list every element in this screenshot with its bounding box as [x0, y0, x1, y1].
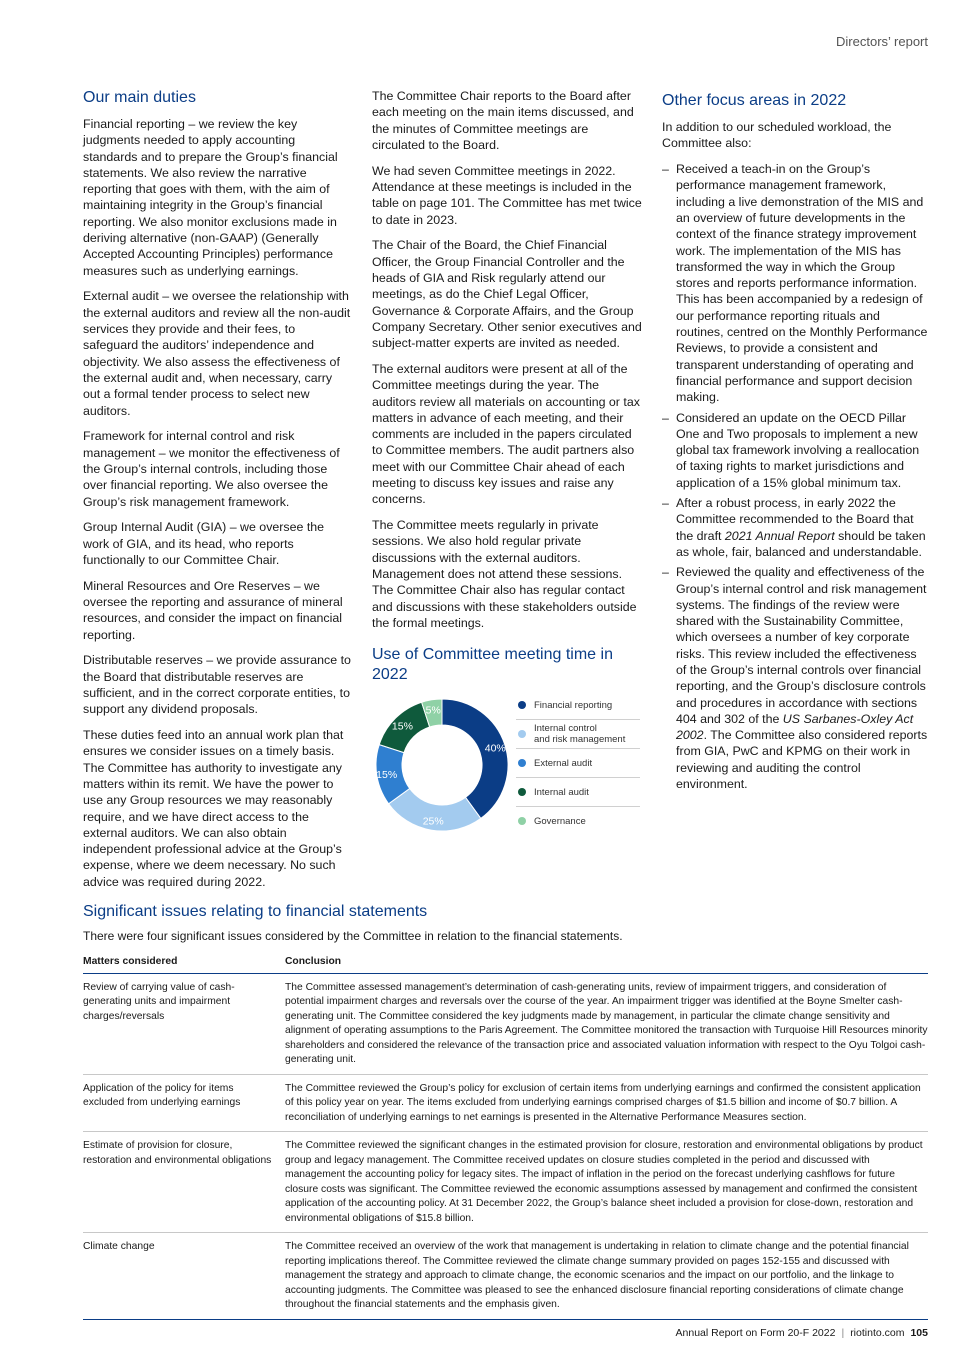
- paragraph: The Committee Chair reports to the Board after each meeting on the main items discussed, and the minutes of Committee meetings are circulated to the Board.: [372, 89, 634, 152]
- other-focus-title: Other focus areas in 2022: [662, 92, 847, 109]
- list-item: – Considered an update on the OECD Pillar One and Two proposals to implement a new global tax framework involving a reallocation of taxing rights to market jurisdictions and application of a 15% global minimum tax.: [662, 410, 930, 491]
- legend-label: Governance: [534, 815, 586, 827]
- item-emphasis: 2021 Annual Report: [724, 528, 835, 543]
- significant-issues-intro: There were four significant issues considered by the Committee in relation to the financial statements.: [83, 929, 623, 943]
- matter-cell: Climate change: [83, 1233, 285, 1320]
- paragraph: We had seven Committee meetings in 2022. Attendance at these meetings is included in the table on page 101. The Committee has met twice to date in 2023.: [372, 163, 642, 227]
- item-text: . The Committee also considered reports from GIA, PwC and KPMG on their work in reviewing and auditing the control environment.: [676, 728, 928, 792]
- meeting-time-chart: [372, 691, 642, 841]
- page-footer: Annual Report on Form 20-F 2022 | riotinto.com 105: [675, 1327, 928, 1339]
- significant-issues-section: [83, 902, 928, 1320]
- slice-label-2: 15%: [376, 768, 398, 781]
- significant-issues-table: [83, 951, 928, 1320]
- legend-item: [516, 720, 640, 749]
- committee-column: [372, 88, 642, 841]
- list-item: [662, 495, 930, 560]
- table-row: [83, 1233, 928, 1320]
- legend-label: External audit: [534, 757, 593, 769]
- item-emphasis: US Sarbanes-Oxley Act 2002: [676, 711, 914, 743]
- matter-cell: Estimate of provision for closure, restoration and environmental obligations: [83, 1132, 285, 1233]
- other-focus-column: [662, 88, 930, 796]
- conclusion-cell: The Committee assessed management’s determination of cash-generating units, review of impairment triggers, and consideration of potential impairment charges and reversals over the course of the year. An impairment trigger was identified at the Boyne Smelter cash-generating unit. The Committee considered the key judgments made by management, in particular the climate change sensitivity and alignment of operating assumptions to the Paris Agreement. The Committee monitored the transaction with Turquoise Hill Resources minority shareholders and considered the relevance of the transaction price and associated valuation information with respect to the Oyu Tolgoi cash-generating unit.: [285, 973, 928, 1074]
- slice-label-1: 25%: [422, 815, 444, 828]
- table-row: [83, 973, 928, 1074]
- paragraph: Distributable reserves – we provide assurance to the Board that distributable reserves are sufficient, and in the correct corporate entities, to support any dividend proposals.: [83, 653, 351, 717]
- slice-label-4: 5%: [425, 704, 441, 717]
- legend-item: [516, 749, 640, 778]
- paragraph: The Chair of the Board, the Chief Financial Officer, the Group Financial Controller and the heads of GIA and Risk regularly attend our meetings, as do the Chief Legal Officer, Governance & Corporate Affairs, and the Group Company Secretary. Other senior executives and subject-matter experts are invited as needed.: [372, 238, 642, 351]
- report-title: Annual Report on Form 20-F 2022: [675, 1327, 836, 1339]
- section-label: Directors’ report: [836, 34, 928, 49]
- website-link[interactable]: riotinto.com: [850, 1327, 905, 1339]
- item-text: should be taken as whole, fair, balanced and understandable.: [676, 528, 926, 559]
- paragraph: Mineral Resources and Ore Reserves – we oversee the reporting and assurance of mineral resources, and consider the impact on financial reporting.: [83, 578, 343, 642]
- legend-swatch: [518, 788, 526, 796]
- donut-chart: [372, 695, 512, 835]
- matter-cell: Review of carrying value of cash-generating units and impairment charges/reversals: [83, 973, 285, 1074]
- legend-swatch: [518, 817, 526, 825]
- item-text: Reviewed the quality and effectiveness of the Group’s internal control and risk management systems. The findings of the review were shared with the Sustainability Committee, which oversees a number of key corporate risks. This review included the effectiveness of the Group’s internal controls over financial reporting, and the Group’s disclosure controls and procedures in accordance with sections 404 and 302 of the: [676, 565, 927, 726]
- slice-label-3: 15%: [391, 720, 413, 733]
- item-text: After a robust process, in early 2022 the Committee recommended to the Board that the draft: [676, 496, 914, 543]
- paragraph: Group Internal Audit (GIA) – we oversee the work of GIA, and its head, who reports functionally to our Committee Chair.: [83, 520, 325, 567]
- other-focus-intro: In addition to our scheduled workload, the Committee also:: [662, 120, 892, 151]
- conclusion-cell: The Committee received an overview of the work that management is undertaking in relation to climate change and the potential financial reporting implications thereof. The Committee reviewed the climate change summary provided on pages 152-155 and discussed with management the strategy and approach to climate change, the economic scenarios and the impact on our portfolio, and the linkage to accounting judgments. The Committee was pleased to see the enhanced disclosure financial reporting considerations of climate change throughout the financial statements and the emphasis given.: [285, 1233, 928, 1320]
- paragraph: Financial reporting – we review the key judgments needed to apply accounting standards and to prepare the Group’s financial statements. We also review the narrative reporting that goes with them, with the aim of maintaining integrity in the Group’s financial reporting. We also monitor exclusions made in deriving alternative (non-GAAP) (Generally Accepted Accounting Principles) performance measures such as underlying earnings.: [83, 117, 338, 278]
- slice-label-0: 40%: [484, 742, 506, 755]
- paragraph: The Committee meets regularly in private sessions. We also hold regular private discussions with the external auditors. Management does not attend these sessions. The Committee Chair also has regular contact and discussions with these stakeholders outside the formal meetings.: [372, 518, 637, 630]
- column-header-matters: Matters considered: [83, 951, 285, 973]
- legend-label: Internal audit: [534, 786, 589, 798]
- focus-list: [662, 161, 930, 792]
- legend-label: Financial reporting: [534, 699, 613, 711]
- chart-title: Use of Committee meeting time in 2022: [372, 646, 613, 684]
- list-item: – Received a teach-in on the Group’s performance management framework, including a live demonstration of the MIS and an overview of future developments in the context of the finance strategy improvement work. The implementation of the MIS has transformed the way in which the Group stores and reports performance information. This has been accompanied by a redesign of our performance reporting rituals and routines, centred on the Monthly Performance Reviews, to provide a consistent and transparent understanding of operating and financial performance and support decision making.: [662, 161, 930, 405]
- paragraph: Framework for internal control and risk management – we monitor the effectiveness of the Group’s internal controls, including those over financial reporting. We also oversee the Group’s risk management framework.: [83, 429, 340, 509]
- main-duties-column: [83, 88, 351, 900]
- legend-swatch: [518, 730, 526, 738]
- paragraph: The external auditors were present at all of the Committee meetings during the year. The auditors review all materials on accounting or tax matters in advance of each meeting, and their comments are included in the papers circulated to Committee members. The audit partners also meet with our Committee Chair ahead of each meeting to discuss key issues and raise any concerns.: [372, 361, 640, 507]
- list-item: [662, 564, 930, 792]
- table-header-row: [83, 951, 928, 973]
- table-row: [83, 1132, 928, 1233]
- legend-swatch: [518, 759, 526, 767]
- legend-swatch: [518, 701, 526, 709]
- column-header-conclusion: Conclusion: [285, 951, 928, 973]
- paragraph: These duties feed into an annual work plan that ensures we consider issues on a timely basis. The Committee has authority to investigate any matters within its remit. We have the power to use any Group resources we may reasonably require, and we have direct access to the external auditors. We can also obtain independent professional advice at the Group’s expense, where we deem necessary. No such advice was required during 2022.: [83, 728, 344, 889]
- legend-item: [516, 691, 640, 720]
- conclusion-cell: The Committee reviewed the significant changes in the estimated provision for closure, restoration and environmental obligations by product group and legacy management. The Committee received updates on closure studies completed in the period and discussed with management the accounting policy for legacy sites. The impact of inflation in the period on the forecast underlying cashflows for future closure costs was significant. The Committee reviewed the economic assumptions assessed by management and confirmed the consistent application of the accounting policy. At 31 December 2022, the Group’s balance sheet included a provision for close-down, restoration and environmental obligations of $15.8 billion.: [285, 1132, 928, 1233]
- table-row: [83, 1074, 928, 1132]
- conclusion-cell: The Committee reviewed the Group’s policy for exclusion of certain items from underlying earnings and confirmed the consistent application of this policy year on year. The items excluded from underlying earnings comprised charges of $1.5 billion and income of $0.7 billion. A reconciliation of underlying earnings to net earnings is presented in the Alternative Performance Measures section.: [285, 1074, 928, 1132]
- legend-item: [516, 807, 640, 835]
- page-number: 105: [910, 1327, 928, 1339]
- donut-slice-0: [442, 699, 508, 818]
- significant-issues-title: Significant issues relating to financial statements: [83, 903, 428, 920]
- legend-label: Internal control and risk management: [534, 723, 626, 746]
- main-duties-title: Our main duties: [83, 89, 196, 106]
- matter-cell: Application of the policy for items excluded from underlying earnings: [83, 1074, 285, 1132]
- chart-legend: [516, 691, 640, 835]
- paragraph: External audit – we oversee the relationship with the external auditors and review all the non-audit services they provide and their fees, to safeguard the auditors’ independence and objectivity. We also assess the effectiveness of the external audit and, when necessary, carry out a formal tender process to select new auditors.: [83, 289, 351, 418]
- legend-item: [516, 778, 640, 807]
